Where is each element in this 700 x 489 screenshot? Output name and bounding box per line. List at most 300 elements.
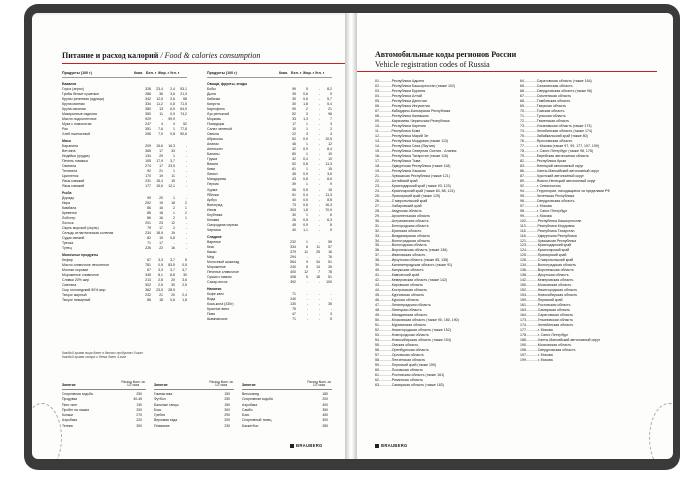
food-value: 6: [306, 244, 308, 249]
region-code-row: 76.............Ярославская область: [520, 138, 573, 143]
region-code-row: 102............Республика Башкортостан: [520, 218, 582, 223]
food-value: 342: [145, 96, 151, 101]
food-value: 0,4: [303, 157, 308, 162]
food-value: 21: [159, 168, 163, 173]
food-value: 52: [292, 162, 296, 167]
food-value: 46: [292, 142, 296, 147]
food-value: 3,6: [327, 172, 332, 177]
region-code-row: 56.............Оренбургская область: [375, 348, 429, 353]
food-name: Окунь морской (окунь): [62, 225, 99, 230]
exercise-name: Спортивный танец: [242, 418, 272, 423]
food-name: Язык говяжий: [62, 178, 85, 183]
food-value: 1,8: [182, 298, 187, 303]
food-value: 15,6: [156, 143, 163, 148]
food-name: Красное вино: [207, 306, 230, 311]
region-code-row: 86.............Ханты-Мансийский автономный округ: [520, 168, 600, 173]
food-value: 26: [328, 264, 332, 269]
food-value: 15,4: [156, 178, 163, 183]
exercise-name: Пробег на лыжах: [62, 407, 90, 412]
food-name: Клубника: [207, 212, 223, 217]
food-value: 334: [145, 101, 151, 106]
food-name: Мороженое: [207, 264, 226, 269]
region-code-row: 124............Красноярский край: [520, 248, 570, 253]
region-code-row: 03.............Республика Бурятия: [375, 88, 426, 93]
food-value: 1: [306, 212, 308, 217]
hdr-name: Продукты (100 г): [207, 71, 237, 75]
food-name: Дыня: [207, 91, 216, 96]
food-value: -: [318, 182, 320, 187]
food-value: 86: [147, 205, 151, 210]
food-name: Пиво: [207, 311, 216, 316]
region-code-row: 53.............Новгородская область: [375, 333, 429, 338]
food-name: Яблоки: [207, 192, 219, 197]
food-value: 0,8: [170, 101, 175, 106]
food-value: 67: [147, 257, 151, 262]
food-value: 8,8: [170, 272, 175, 277]
food-value: 30: [292, 96, 296, 101]
food-value: 781: [145, 262, 151, 267]
region-code-row: 34.............Волгоградская область: [375, 238, 430, 243]
exercise-kcal: 300: [322, 418, 328, 423]
exercise-name: Коньки: [62, 413, 73, 418]
exercise-name: Спортивная ходьба: [242, 397, 273, 402]
food-value: 9: [330, 91, 332, 96]
section-heading: Сладкое: [207, 234, 222, 239]
region-code-row: 15.............Республика Северная Осетия - Алания: [375, 148, 457, 153]
food-value: 52: [183, 121, 187, 126]
food-value: 303: [290, 207, 296, 212]
region-code-row: 173............Ульяновская область: [520, 318, 573, 323]
food-value: 30: [292, 212, 296, 217]
food-name: Морковь: [207, 116, 222, 121]
region-code-row: 72.............Тюменская область: [520, 118, 570, 123]
region-code-row: 125............Приморский край: [520, 253, 567, 258]
food-value: 96: [328, 111, 332, 116]
food-value: -: [318, 227, 320, 232]
page-edge: [32, 13, 345, 15]
exercise-kcal: 180: [322, 392, 328, 396]
region-code-row: 63.............Самарская область (также 163): [375, 383, 444, 388]
table-row: [207, 317, 332, 322]
section-heading: Молочные продукты: [62, 253, 99, 258]
food-value: 76: [328, 254, 332, 259]
exercise-name: Футбол: [154, 397, 166, 402]
food-value: 17: [159, 225, 163, 230]
section-heading: Напитки: [207, 286, 222, 291]
food-value: 53,1: [180, 86, 187, 91]
region-code-row: 77.............г. Москва (также 97, 99, 177, 197, 199): [520, 143, 600, 148]
food-value: 82: [147, 236, 151, 241]
region-code-row: 30.............Астраханская область: [375, 218, 429, 223]
food-value: 15,6: [156, 184, 163, 189]
food-value: 1: [173, 168, 175, 173]
food-value: 3: [306, 132, 308, 137]
food-value: 50,6: [180, 132, 187, 137]
food-name: Ананас: [207, 142, 219, 147]
region-code-row: 66.............Свердловская область (также 96): [520, 88, 593, 93]
food-value: 1: [306, 182, 308, 187]
region-code-row: 95.............Чеченская Республика: [520, 193, 575, 198]
exercise-kcal: 280: [322, 423, 328, 428]
food-value: -: [185, 143, 187, 148]
food-value: 51: [328, 259, 332, 264]
food-value: 8,1: [158, 272, 163, 277]
region-code-row: 28.............Амурская область: [375, 208, 422, 213]
food-name: Картофель: [207, 106, 225, 111]
food-name: Тунец: [62, 246, 72, 251]
food-value: 17: [159, 163, 163, 168]
food-value: -: [306, 254, 308, 259]
food-value: 2,8: [158, 277, 163, 282]
food-value: 2: [173, 205, 175, 210]
food-name: Крупа овсяная: [62, 106, 86, 111]
food-value: 23,4: [156, 86, 163, 91]
food-value: 71,5: [180, 101, 187, 106]
food-value: 52: [292, 111, 296, 116]
region-code-row: 45.............Курганская область: [375, 293, 425, 298]
region-code-row: 21.............Чувашская Республика (также 121): [375, 173, 450, 178]
food-value: 1: [173, 210, 175, 215]
region-code-row: 64.............Саратовская область (также 164): [520, 79, 592, 83]
food-value: 5,7: [327, 96, 332, 101]
food-value: 379: [290, 249, 296, 254]
food-value: 362: [145, 288, 151, 293]
food-name: Капуста: [207, 101, 220, 106]
region-code-row: 19.............Республика Хакасия: [375, 168, 426, 173]
food-value: 11: [159, 111, 163, 116]
food-value: 4,7: [182, 267, 187, 272]
region-code-row: 142............Кемеровская область: [520, 278, 574, 283]
exercise-name: Продувка: [62, 397, 78, 402]
food-name: Дорадо: [62, 195, 75, 200]
food-value: -: [185, 236, 187, 241]
exercise-name: Аэробика: [242, 402, 258, 407]
region-code-row: 22.............Алтайский край: [375, 178, 418, 183]
food-value: 0,8: [303, 177, 308, 182]
exercise-name: Аэробика: [62, 418, 78, 423]
food-value: 2,5: [158, 283, 163, 288]
food-value: 5: [330, 316, 332, 321]
region-code-row: 29.............Архангельская область: [375, 213, 431, 218]
food-value: 14: [316, 264, 320, 269]
food-name: Свинина: [62, 163, 77, 168]
food-value: 18: [171, 200, 175, 205]
food-name: Цыпленок: [62, 173, 79, 178]
title-rule: [62, 63, 345, 64]
region-code-row: 92.............г. Севастополь: [520, 183, 562, 188]
food-value: 16,3: [325, 202, 332, 207]
food-name: Хурма: [207, 187, 218, 192]
food-value: -: [185, 148, 187, 153]
food-name: Киви: [207, 167, 215, 172]
food-value: 8,6: [327, 177, 332, 182]
food-name: Сушки с маком: [207, 274, 232, 279]
food-value: -: [185, 173, 187, 178]
food-value: 1: [306, 142, 308, 147]
food-name: Творог нежирный: [62, 298, 91, 303]
header-rule-b: [207, 77, 332, 78]
food-value: 105: [145, 158, 151, 163]
food-value: 294: [290, 254, 296, 259]
exercise-kcal: 300: [224, 407, 230, 412]
food-name: Сахар-песок: [207, 279, 228, 284]
exercise-name: Велосипед: [242, 392, 260, 396]
food-name: Лимон: [207, 172, 218, 177]
food-value: 7: [330, 116, 332, 121]
food-value: 68: [183, 96, 187, 101]
region-code-row: 44.............Костромская область: [375, 288, 427, 293]
region-code-row: 69.............Тверская область: [520, 103, 566, 108]
food-value: 1: [306, 152, 308, 157]
food-value: 5: [306, 264, 308, 269]
food-name: Грибы белые сушеные: [62, 91, 100, 96]
food-value: 286: [145, 91, 151, 96]
food-value: -: [185, 116, 187, 121]
region-code-row: 38.............Иркутская область (также 85, 138): [375, 258, 449, 263]
exercise-kcal: 200: [136, 407, 142, 412]
food-value: 247: [145, 121, 151, 126]
food-name: Масло подсолнечное: [62, 116, 97, 121]
region-code-row: 50.............Московская область (также 90, 150, 190): [375, 318, 459, 323]
food-value: 85: [147, 210, 151, 215]
food-value: -: [318, 132, 320, 137]
food-value: 234: [145, 231, 151, 235]
ex-header-kcal: Расход Ккал. за 1/2 часа: [121, 379, 145, 388]
region-code-row: 190............Московская область: [520, 343, 572, 348]
food-name: Груша: [207, 157, 218, 162]
region-code-row: 01.............Республика Адыгея: [375, 79, 425, 83]
food-value: 4: [330, 132, 332, 137]
food-value: -: [161, 116, 163, 121]
food-name: Мороженое сливочное: [62, 272, 99, 277]
title-en: / Food & calories consumption: [160, 51, 261, 60]
title-ru: Питание и расход калорий: [62, 51, 159, 60]
food-value: 11,2: [156, 101, 163, 106]
food-value: 11: [304, 249, 308, 254]
corner-decoration: [649, 403, 673, 459]
food-value: 4: [161, 121, 163, 126]
food-value: 39: [292, 91, 296, 96]
food-value: 3,6: [182, 277, 187, 282]
region-code-row: 73.............Ульяновская область (также 173): [520, 123, 592, 128]
food-value: 17,9: [156, 158, 163, 163]
food-value: 17: [292, 121, 296, 126]
food-value: -: [318, 152, 320, 157]
food-value: 59: [328, 239, 332, 244]
food-value: 213: [145, 277, 151, 282]
food-value: 240: [290, 296, 296, 301]
food-value: 0,6: [303, 202, 308, 207]
food-name: Баранина: [62, 143, 78, 148]
hdr-name: Продукты (100 г): [62, 71, 92, 75]
region-code-row: 49.............Магаданская область: [375, 313, 428, 318]
food-value: 380: [145, 106, 151, 111]
food-name: Судак свежий: [62, 236, 85, 241]
food-value: 16: [159, 205, 163, 210]
food-value: 0,8: [170, 236, 175, 241]
region-codes-col-1: [375, 79, 513, 388]
region-code-row: 46.............Курская область: [375, 298, 419, 303]
food-value: -: [318, 167, 320, 172]
hdr-kcal: Ккал.: [279, 71, 289, 75]
section-heading: Бакалея: [62, 82, 77, 86]
food-value: 16,3: [168, 143, 175, 148]
food-name: Вода: [207, 296, 216, 301]
food-value: 0,5: [303, 197, 308, 202]
food-value: -: [318, 197, 320, 202]
food-value: 252: [145, 200, 151, 205]
food-name: Лосось: [62, 220, 74, 225]
food-value: -: [318, 106, 320, 111]
food-name: Кекс: [207, 244, 215, 249]
region-code-row: 41.............Камчатский край: [375, 273, 420, 278]
exercise-kcal: 270: [136, 413, 142, 418]
food-value: -: [306, 316, 308, 321]
food-name: Какао: [207, 249, 217, 254]
food-value: 5: [306, 274, 308, 279]
hdr-fat: Жир. г: [158, 71, 170, 75]
region-code-row: 52.............Нижегородская область (также 152): [375, 328, 451, 333]
food-value: -: [306, 296, 308, 301]
food-value: 0,9: [170, 111, 175, 116]
food-value: 86: [147, 298, 151, 303]
food-value: 170: [145, 173, 151, 178]
food-value: 1: [173, 153, 175, 158]
food-name: Печенье сливочное: [207, 269, 239, 274]
brand-mark-icon: [375, 444, 379, 448]
food-value: 28,9: [168, 288, 175, 293]
region-code-row: 161............Ростовская область: [520, 303, 571, 308]
food-value: 2: [173, 225, 175, 230]
region-code-row: 96.............Свердловская область: [520, 198, 575, 203]
food-value: -: [185, 220, 187, 225]
exercise-row: [62, 424, 146, 429]
food-value: 2: [185, 210, 187, 215]
region-code-row: 82.............Республика Крым: [520, 158, 566, 163]
food-value: -: [318, 177, 320, 182]
region-code-row: 12.............Республика Марий Эл: [375, 133, 429, 138]
food-value: 3: [330, 311, 332, 316]
food-value: 56: [292, 187, 296, 192]
region-code-row: 89.............Ямало-Ненецкий автономный округ: [520, 178, 596, 183]
region-code-row: 113............Республика Мордовия: [520, 223, 575, 228]
exercise-table-1: [62, 374, 146, 429]
food-value: 19: [159, 200, 163, 205]
food-value: -: [318, 279, 320, 284]
region-code-row: 31.............Белгородская область: [375, 223, 429, 228]
exercise-name: Теннис: [62, 423, 74, 428]
food-value: 0,6: [303, 96, 308, 101]
food-value: 3: [330, 121, 332, 126]
food-name: Кофе капс: [207, 291, 224, 296]
food-value: 12,1: [168, 184, 175, 189]
exercise-kcal: 40-45: [133, 397, 142, 402]
food-value: 25: [316, 249, 320, 254]
food-value: 1,3: [303, 116, 308, 121]
region-code-row: 71.............Тульская область: [520, 113, 566, 118]
food-value: -: [318, 121, 320, 126]
region-code-row: 154............Новосибирская область: [520, 293, 578, 298]
region-code-row: 58.............Пензенская область: [375, 358, 426, 363]
region-code-row: 74.............Челябинская область (также 174): [520, 128, 593, 133]
food-value: -: [318, 187, 320, 192]
exercise-name: Плавание: [154, 423, 170, 428]
food-value: 2: [330, 126, 332, 131]
food-value: 5,4: [327, 101, 332, 106]
food-value: -: [318, 301, 320, 306]
food-value: 0,5: [182, 262, 187, 267]
hdr-prot: Бел. г: [146, 71, 157, 75]
food-name: Свекла: [207, 132, 219, 137]
food-name: Креветки: [62, 210, 77, 215]
exercise-kcal: 150: [224, 392, 230, 396]
food-value: 90: [292, 106, 296, 111]
food-value: 73: [292, 202, 296, 207]
food-name: Мука с помолотая: [62, 121, 92, 126]
food-value: 326: [145, 86, 151, 91]
exercise-name: Самбо: [242, 407, 253, 412]
brand-name: BRAUBERG: [296, 443, 323, 448]
food-value: 6,5: [170, 106, 175, 111]
food-value: -: [318, 142, 320, 147]
hdr-prot: Бел. г: [291, 71, 302, 75]
food-value: -: [318, 296, 320, 301]
food-value: 29: [159, 153, 163, 158]
food-value: 10: [328, 157, 332, 162]
ex-header-name: Занятие: [62, 382, 76, 387]
exercise-kcal: 200: [224, 418, 230, 423]
region-code-row: 35.............Вологодская область: [375, 243, 427, 248]
food-value: -: [318, 162, 320, 167]
region-code-row: 17.............Республика Тыва: [375, 158, 421, 163]
region-code-row: 23.............Краснодарский край (также 93, 123): [375, 183, 451, 188]
food-value: 2,4: [182, 293, 187, 298]
region-code-row: 99.............г. Москва: [520, 213, 552, 218]
food-value: 10,5: [325, 137, 332, 142]
food-value: 12: [171, 220, 175, 225]
food-value: -: [185, 184, 187, 189]
food-name: Клюква: [207, 217, 220, 222]
ex-header-kcal: Расход Ккал. за 1/2 часа: [209, 379, 233, 388]
food-value: 57: [328, 244, 332, 249]
food-value: -: [318, 192, 320, 197]
food-value: 0,5: [303, 217, 308, 222]
region-code-row: 70.............Томская область: [520, 108, 565, 113]
table-header-a: [62, 71, 180, 75]
food-value: 19: [159, 173, 163, 178]
food-value: -: [318, 291, 320, 296]
food-value: 130: [290, 301, 296, 306]
food-value: 3,7: [170, 267, 175, 272]
food-value: 22: [292, 132, 296, 137]
food-value: 51: [328, 274, 332, 279]
food-value: -: [318, 172, 320, 177]
food-value: 9: [330, 227, 332, 232]
food-name: Треска: [62, 241, 74, 246]
food-value: -: [185, 231, 187, 235]
food-value: 7,9: [158, 132, 163, 137]
exercise-table-3: [242, 374, 332, 429]
food-value: 42: [292, 157, 296, 162]
region-code-row: 07.............Кабардино-Балкарская Республика: [375, 108, 451, 113]
region-code-row: 54.............Новосибирская область (также 154): [375, 338, 451, 343]
footnote-line: Каждый грамм жира дает в данных продуктах 9 ккал: [62, 351, 143, 355]
region-code-row: 13.............Республика Мордовия (также 113): [375, 138, 449, 143]
food-value: 240: [290, 264, 296, 269]
region-code-row: 25.............Приморский край (также 125): [375, 193, 441, 198]
food-value: -: [185, 225, 187, 230]
food-name: Мед: [207, 254, 214, 259]
